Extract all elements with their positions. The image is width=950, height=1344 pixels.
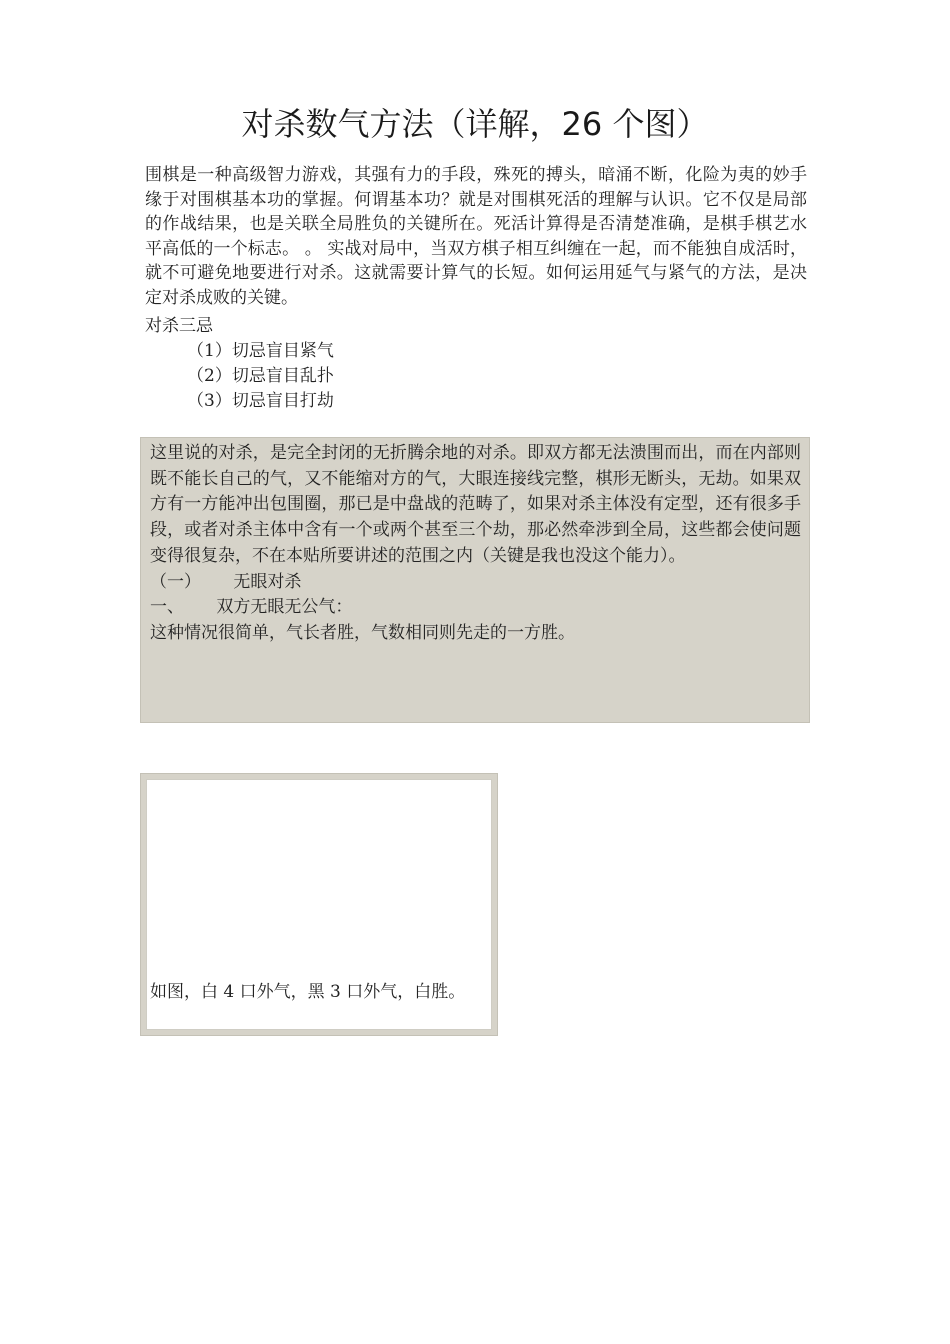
note-paragraph: 这里说的对杀，是完全封闭的无折腾余地的对杀。即双方都无法溃围而出，而在内部则既不能长自己的气，又不能缩对方的气，大眼连接线完整，棋形无断头，无劫。如果双方有一方能冲出包围圈，那已是中盘战的范畴了，如果对杀主体没有定型，还有很多手段，或者对杀主体中含有一个或两个甚至三个劫，那必然牵涉到全局，这些都会使问题变得很复杂，不在本贴所要讲述的范围之内（关键是我也没这个能力）。 <box>150 443 801 566</box>
figure-panel <box>146 779 492 1030</box>
rules-list <box>145 339 807 414</box>
rule-item: （3）切忌盲目打劫 <box>187 391 334 411</box>
section-heading: （一） 无眼对杀 <box>150 571 302 592</box>
rule-item: （1）切忌盲目紧气 <box>187 341 334 361</box>
intro-paragraph-block <box>145 163 807 310</box>
intro-paragraph: 围棋是一种高级智力游戏，其强有力的手段，殊死的搏头，暗涌不断，化险为夷的妙手缘于对围棋基本功的掌握。何谓基本功？就是对围棋死活的理解与认识。它不仅是局部的作战结果，也是关联全局胜负的关键所在。死活计算得是否清楚准确，是棋手棋艺水平高低的一个标志。 。 实战对局中，当双方棋子相互纠缠在一起，而不能独自成活时，就不可避免地要进行对杀。这就需要计算气的长短。如何运用延气与紧气的方法，是决定对杀成败的关键。 <box>145 165 807 308</box>
rules-section <box>145 314 807 414</box>
rule-item: （2）切忌盲目乱扑 <box>187 366 334 386</box>
note-box <box>140 437 810 723</box>
subsection-heading: 一、 双方无眼无公气： <box>150 597 353 618</box>
rules-heading: 对杀三忌 <box>145 316 213 336</box>
figure-caption: 如图，白 4 口外气，黑 3 口外气，白胜。 <box>150 982 466 1002</box>
subsection-text: 这种情况很简单，气长者胜，气数相同则先走的一方胜。 <box>150 622 575 643</box>
document-title: 对杀数气方法（详解，26 个图） <box>241 105 709 143</box>
figure-frame <box>140 773 498 1036</box>
